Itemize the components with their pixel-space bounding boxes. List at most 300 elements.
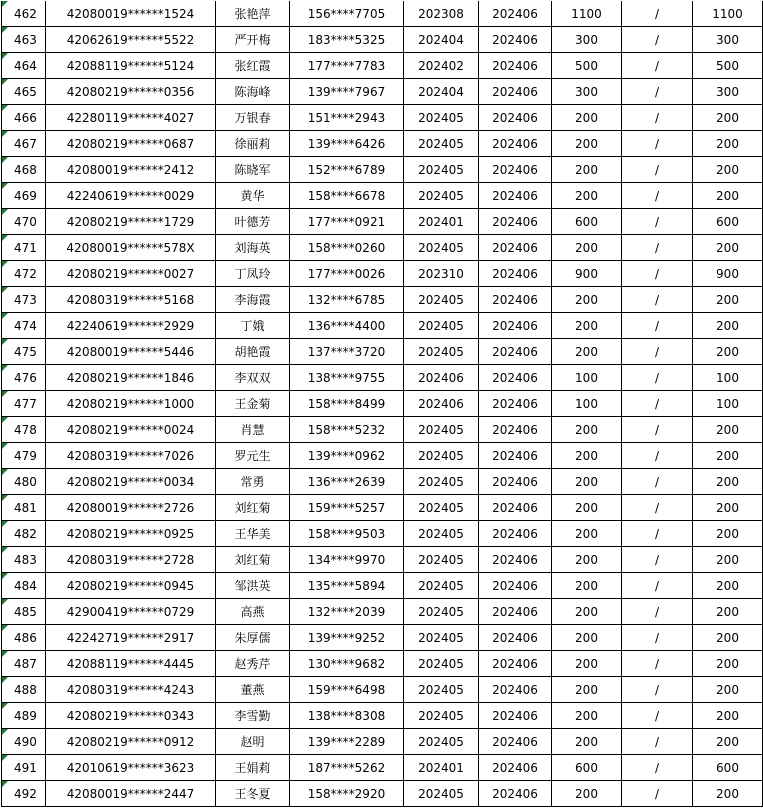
name-cell[interactable]: 肖慧	[216, 417, 290, 443]
error-indicator-icon	[2, 79, 8, 85]
phone-cell[interactable]: 138****8308	[290, 703, 404, 729]
start-month-cell[interactable]: 202404	[404, 79, 479, 105]
row-number-cell[interactable]: 469	[2, 183, 46, 209]
row-number-cell[interactable]: 486	[2, 625, 46, 651]
amount-cell[interactable]: 1100	[552, 1, 622, 27]
name-cell[interactable]: 李海霞	[216, 287, 290, 313]
id-number-cell[interactable]: 42280119******4027	[46, 105, 216, 131]
end-month-cell[interactable]: 202406	[479, 651, 552, 677]
start-month-cell[interactable]: 202405	[404, 235, 479, 261]
phone-cell[interactable]: 151****2943	[290, 105, 404, 131]
amount-cell[interactable]: 200	[552, 443, 622, 469]
id-number-cell[interactable]: 42080319******2728	[46, 547, 216, 573]
id-number-cell[interactable]: 42080219******0024	[46, 417, 216, 443]
name-cell[interactable]: 王冬夏	[216, 781, 290, 807]
total-cell[interactable]: 200	[693, 677, 763, 703]
amount-cell[interactable]: 200	[552, 521, 622, 547]
total-cell[interactable]: 200	[693, 703, 763, 729]
amount-cell[interactable]: 200	[552, 313, 622, 339]
id-number-cell[interactable]: 42080019******5446	[46, 339, 216, 365]
error-indicator-icon	[2, 521, 8, 527]
amount-cell[interactable]: 200	[552, 417, 622, 443]
row-number-cell[interactable]: 491	[2, 755, 46, 781]
end-month-cell[interactable]: 202406	[479, 287, 552, 313]
name-cell[interactable]: 徐丽莉	[216, 131, 290, 157]
table-row	[2, 1, 763, 27]
total-cell[interactable]: 200	[693, 131, 763, 157]
phone-cell[interactable]: 156****7705	[290, 1, 404, 27]
id-number-cell[interactable]: 42080019******2447	[46, 781, 216, 807]
separator-cell[interactable]: /	[622, 625, 693, 651]
end-month-cell[interactable]: 202406	[479, 703, 552, 729]
row-number-cell[interactable]: 466	[2, 105, 46, 131]
separator-cell[interactable]: /	[622, 157, 693, 183]
row-number-cell[interactable]: 472	[2, 261, 46, 287]
name-cell[interactable]: 丁凤玲	[216, 261, 290, 287]
start-month-cell[interactable]: 202405	[404, 625, 479, 651]
start-month-cell[interactable]: 202405	[404, 521, 479, 547]
separator-cell[interactable]: /	[622, 417, 693, 443]
separator-cell[interactable]: /	[622, 313, 693, 339]
total-cell[interactable]: 200	[693, 599, 763, 625]
phone-cell[interactable]: 158****8499	[290, 391, 404, 417]
total-cell[interactable]: 200	[693, 157, 763, 183]
amount-cell[interactable]: 200	[552, 781, 622, 807]
total-cell[interactable]: 600	[693, 209, 763, 235]
name-cell[interactable]: 叶德芳	[216, 209, 290, 235]
amount-cell[interactable]: 100	[552, 365, 622, 391]
separator-cell[interactable]: /	[622, 495, 693, 521]
separator-cell[interactable]: /	[622, 521, 693, 547]
phone-cell[interactable]: 177****0026	[290, 261, 404, 287]
separator-cell[interactable]: /	[622, 27, 693, 53]
total-cell[interactable]: 200	[693, 339, 763, 365]
row-number-cell[interactable]: 467	[2, 131, 46, 157]
amount-cell[interactable]: 500	[552, 53, 622, 79]
separator-cell[interactable]: /	[622, 573, 693, 599]
separator-cell[interactable]: /	[622, 287, 693, 313]
end-month-cell[interactable]: 202406	[479, 443, 552, 469]
end-month-cell[interactable]: 202406	[479, 469, 552, 495]
phone-cell[interactable]: 139****7967	[290, 79, 404, 105]
amount-cell[interactable]: 200	[552, 183, 622, 209]
total-cell[interactable]: 200	[693, 781, 763, 807]
row-number-cell[interactable]: 474	[2, 313, 46, 339]
table-row	[2, 105, 763, 131]
table-body	[2, 1, 763, 807]
name-cell[interactable]: 王娟莉	[216, 755, 290, 781]
end-month-cell[interactable]: 202406	[479, 131, 552, 157]
table-row	[2, 53, 763, 79]
table-row	[2, 703, 763, 729]
error-indicator-icon	[2, 391, 8, 397]
phone-cell[interactable]: 158****6678	[290, 183, 404, 209]
row-number-cell[interactable]: 470	[2, 209, 46, 235]
start-month-cell[interactable]: 202406	[404, 365, 479, 391]
name-cell[interactable]: 李双双	[216, 365, 290, 391]
separator-cell[interactable]: /	[622, 1, 693, 27]
row-number-cell[interactable]: 483	[2, 547, 46, 573]
total-cell[interactable]: 100	[693, 365, 763, 391]
separator-cell[interactable]: /	[622, 339, 693, 365]
row-number-cell[interactable]: 477	[2, 391, 46, 417]
row-number-cell[interactable]: 473	[2, 287, 46, 313]
name-cell[interactable]: 李雪勤	[216, 703, 290, 729]
phone-cell[interactable]: 139****9252	[290, 625, 404, 651]
separator-cell[interactable]: /	[622, 391, 693, 417]
name-cell[interactable]: 陈海峰	[216, 79, 290, 105]
total-cell[interactable]: 200	[693, 573, 763, 599]
row-number-cell[interactable]: 488	[2, 677, 46, 703]
name-cell[interactable]: 严开梅	[216, 27, 290, 53]
phone-cell[interactable]: 136****2639	[290, 469, 404, 495]
id-number-cell[interactable]: 42242719******2917	[46, 625, 216, 651]
start-month-cell[interactable]: 202405	[404, 495, 479, 521]
end-month-cell[interactable]: 202406	[479, 755, 552, 781]
amount-cell[interactable]: 200	[552, 469, 622, 495]
end-month-cell[interactable]: 202406	[479, 313, 552, 339]
row-number-cell[interactable]: 463	[2, 27, 46, 53]
amount-cell[interactable]: 200	[552, 677, 622, 703]
total-cell[interactable]: 200	[693, 105, 763, 131]
error-indicator-icon	[2, 599, 8, 605]
id-number-cell[interactable]: 42240619******0029	[46, 183, 216, 209]
name-cell[interactable]: 陈晓军	[216, 157, 290, 183]
total-cell[interactable]: 200	[693, 469, 763, 495]
start-month-cell[interactable]: 202405	[404, 677, 479, 703]
row-number-cell[interactable]: 481	[2, 495, 46, 521]
end-month-cell[interactable]: 202406	[479, 183, 552, 209]
start-month-cell[interactable]: 202401	[404, 755, 479, 781]
start-month-cell[interactable]: 202405	[404, 547, 479, 573]
name-cell[interactable]: 赵明	[216, 729, 290, 755]
row-number-cell[interactable]: 492	[2, 781, 46, 807]
amount-cell[interactable]: 200	[552, 625, 622, 651]
amount-cell[interactable]: 200	[552, 651, 622, 677]
id-number-cell[interactable]: 42080219******0356	[46, 79, 216, 105]
separator-cell[interactable]: /	[622, 469, 693, 495]
start-month-cell[interactable]: 202405	[404, 443, 479, 469]
total-cell[interactable]: 900	[693, 261, 763, 287]
phone-cell[interactable]: 139****6426	[290, 131, 404, 157]
separator-cell[interactable]: /	[622, 365, 693, 391]
end-month-cell[interactable]: 202406	[479, 547, 552, 573]
phone-cell[interactable]: 152****6789	[290, 157, 404, 183]
name-cell[interactable]: 董燕	[216, 677, 290, 703]
name-cell[interactable]: 刘红菊	[216, 547, 290, 573]
separator-cell[interactable]: /	[622, 677, 693, 703]
row-number-cell[interactable]: 465	[2, 79, 46, 105]
amount-cell[interactable]: 200	[552, 157, 622, 183]
start-month-cell[interactable]: 202405	[404, 781, 479, 807]
separator-cell[interactable]: /	[622, 443, 693, 469]
start-month-cell[interactable]: 202405	[404, 131, 479, 157]
end-month-cell[interactable]: 202406	[479, 573, 552, 599]
start-month-cell[interactable]: 202402	[404, 53, 479, 79]
total-cell[interactable]: 200	[693, 625, 763, 651]
id-number-cell[interactable]: 42080019******2412	[46, 157, 216, 183]
start-month-cell[interactable]: 202405	[404, 105, 479, 131]
phone-cell[interactable]: 132****6785	[290, 287, 404, 313]
end-month-cell[interactable]: 202406	[479, 495, 552, 521]
row-number-cell[interactable]: 476	[2, 365, 46, 391]
start-month-cell[interactable]: 202310	[404, 261, 479, 287]
row-number-cell[interactable]: 490	[2, 729, 46, 755]
end-month-cell[interactable]: 202406	[479, 599, 552, 625]
row-number-cell[interactable]: 479	[2, 443, 46, 469]
start-month-cell[interactable]: 202404	[404, 27, 479, 53]
total-cell[interactable]: 1100	[693, 1, 763, 27]
name-cell[interactable]: 胡艳霞	[216, 339, 290, 365]
separator-cell[interactable]: /	[622, 183, 693, 209]
total-cell[interactable]: 200	[693, 547, 763, 573]
end-month-cell[interactable]: 202406	[479, 105, 552, 131]
row-number-cell[interactable]: 487	[2, 651, 46, 677]
id-number-cell[interactable]: 42080019******2726	[46, 495, 216, 521]
amount-cell[interactable]: 300	[552, 27, 622, 53]
row-number-cell[interactable]: 478	[2, 417, 46, 443]
row-number-cell[interactable]: 464	[2, 53, 46, 79]
end-month-cell[interactable]: 202406	[479, 729, 552, 755]
end-month-cell[interactable]: 202406	[479, 521, 552, 547]
id-number-cell[interactable]: 42062619******5522	[46, 27, 216, 53]
id-number-cell[interactable]: 42088119******4445	[46, 651, 216, 677]
start-month-cell[interactable]: 202406	[404, 391, 479, 417]
end-month-cell[interactable]: 202406	[479, 391, 552, 417]
start-month-cell[interactable]: 202405	[404, 573, 479, 599]
id-number-cell[interactable]: 42900419******0729	[46, 599, 216, 625]
phone-cell[interactable]: 136****4400	[290, 313, 404, 339]
separator-cell[interactable]: /	[622, 599, 693, 625]
id-number-cell[interactable]: 42088119******5124	[46, 53, 216, 79]
phone-cell[interactable]: 158****2920	[290, 781, 404, 807]
separator-cell[interactable]: /	[622, 703, 693, 729]
row-number-cell[interactable]: 462	[2, 1, 46, 27]
error-indicator-icon	[2, 53, 8, 59]
amount-cell[interactable]: 200	[552, 495, 622, 521]
total-cell[interactable]: 200	[693, 729, 763, 755]
start-month-cell[interactable]: 202405	[404, 417, 479, 443]
name-cell[interactable]: 王华美	[216, 521, 290, 547]
phone-cell[interactable]: 137****3720	[290, 339, 404, 365]
end-month-cell[interactable]: 202406	[479, 625, 552, 651]
name-cell[interactable]: 丁娥	[216, 313, 290, 339]
start-month-cell[interactable]: 202401	[404, 209, 479, 235]
amount-cell[interactable]: 100	[552, 391, 622, 417]
total-cell[interactable]: 100	[693, 391, 763, 417]
amount-cell[interactable]: 200	[552, 287, 622, 313]
separator-cell[interactable]: /	[622, 131, 693, 157]
table-row	[2, 599, 763, 625]
name-cell[interactable]: 万银春	[216, 105, 290, 131]
phone-cell[interactable]: 138****9755	[290, 365, 404, 391]
phone-cell[interactable]: 158****0260	[290, 235, 404, 261]
table-row	[2, 417, 763, 443]
table-row	[2, 651, 763, 677]
row-number-cell[interactable]: 484	[2, 573, 46, 599]
separator-cell[interactable]: /	[622, 547, 693, 573]
row-number-cell[interactable]: 485	[2, 599, 46, 625]
phone-cell[interactable]: 183****5325	[290, 27, 404, 53]
name-cell[interactable]: 黄华	[216, 183, 290, 209]
id-number-cell[interactable]: 42080319******4243	[46, 677, 216, 703]
id-number-cell[interactable]: 42010619******3623	[46, 755, 216, 781]
separator-cell[interactable]: /	[622, 209, 693, 235]
separator-cell[interactable]: /	[622, 755, 693, 781]
error-indicator-icon	[2, 365, 8, 371]
start-month-cell[interactable]: 202308	[404, 1, 479, 27]
total-cell[interactable]: 300	[693, 79, 763, 105]
amount-cell[interactable]: 600	[552, 755, 622, 781]
total-cell[interactable]: 500	[693, 53, 763, 79]
end-month-cell[interactable]: 202406	[479, 209, 552, 235]
amount-cell[interactable]: 200	[552, 339, 622, 365]
row-number-cell[interactable]: 480	[2, 469, 46, 495]
end-month-cell[interactable]: 202406	[479, 339, 552, 365]
row-number-cell[interactable]: 482	[2, 521, 46, 547]
amount-cell[interactable]: 200	[552, 235, 622, 261]
end-month-cell[interactable]: 202406	[479, 235, 552, 261]
start-month-cell[interactable]: 202405	[404, 703, 479, 729]
table-row	[2, 339, 763, 365]
id-number-cell[interactable]: 42080319******5168	[46, 287, 216, 313]
separator-cell[interactable]: /	[622, 79, 693, 105]
separator-cell[interactable]: /	[622, 105, 693, 131]
id-number-cell[interactable]: 42080219******0912	[46, 729, 216, 755]
amount-cell[interactable]: 200	[552, 573, 622, 599]
row-number-cell[interactable]: 475	[2, 339, 46, 365]
phone-cell[interactable]: 135****5894	[290, 573, 404, 599]
error-indicator-icon	[2, 677, 8, 683]
id-number-cell[interactable]: 42080219******0034	[46, 469, 216, 495]
amount-cell[interactable]: 200	[552, 599, 622, 625]
total-cell[interactable]: 200	[693, 521, 763, 547]
separator-cell[interactable]: /	[622, 781, 693, 807]
name-cell[interactable]: 赵秀芹	[216, 651, 290, 677]
total-cell[interactable]: 200	[693, 443, 763, 469]
id-number-cell[interactable]: 42080219******0687	[46, 131, 216, 157]
phone-cell[interactable]: 159****5257	[290, 495, 404, 521]
start-month-cell[interactable]: 202405	[404, 157, 479, 183]
start-month-cell[interactable]: 202405	[404, 339, 479, 365]
start-month-cell[interactable]: 202405	[404, 469, 479, 495]
separator-cell[interactable]: /	[622, 235, 693, 261]
total-cell[interactable]: 200	[693, 495, 763, 521]
separator-cell[interactable]: /	[622, 53, 693, 79]
name-cell[interactable]: 张艳萍	[216, 1, 290, 27]
phone-cell[interactable]: 134****9970	[290, 547, 404, 573]
id-number-cell[interactable]: 42240619******2929	[46, 313, 216, 339]
end-month-cell[interactable]: 202406	[479, 53, 552, 79]
row-number-cell[interactable]: 468	[2, 157, 46, 183]
id-number-cell[interactable]: 42080219******1000	[46, 391, 216, 417]
total-cell[interactable]: 200	[693, 183, 763, 209]
name-cell[interactable]: 王金菊	[216, 391, 290, 417]
amount-cell[interactable]: 900	[552, 261, 622, 287]
amount-cell[interactable]: 200	[552, 547, 622, 573]
id-number-cell[interactable]: 42080019******1524	[46, 1, 216, 27]
row-number-cell[interactable]: 489	[2, 703, 46, 729]
start-month-cell[interactable]: 202405	[404, 313, 479, 339]
amount-cell[interactable]: 300	[552, 79, 622, 105]
end-month-cell[interactable]: 202406	[479, 1, 552, 27]
total-cell[interactable]: 600	[693, 755, 763, 781]
name-cell[interactable]: 张红霞	[216, 53, 290, 79]
end-month-cell[interactable]: 202406	[479, 677, 552, 703]
end-month-cell[interactable]: 202406	[479, 781, 552, 807]
phone-cell[interactable]: 177****7783	[290, 53, 404, 79]
phone-cell[interactable]: 132****2039	[290, 599, 404, 625]
end-month-cell[interactable]: 202406	[479, 79, 552, 105]
amount-cell[interactable]: 600	[552, 209, 622, 235]
start-month-cell[interactable]: 202405	[404, 729, 479, 755]
name-cell[interactable]: 邹洪英	[216, 573, 290, 599]
separator-cell[interactable]: /	[622, 729, 693, 755]
name-cell[interactable]: 刘海英	[216, 235, 290, 261]
name-cell[interactable]: 刘红菊	[216, 495, 290, 521]
end-month-cell[interactable]: 202406	[479, 157, 552, 183]
phone-cell[interactable]: 158****5232	[290, 417, 404, 443]
error-indicator-icon	[2, 573, 8, 579]
id-number-cell[interactable]: 42080219******1729	[46, 209, 216, 235]
end-month-cell[interactable]: 202406	[479, 417, 552, 443]
start-month-cell[interactable]: 202405	[404, 287, 479, 313]
amount-cell[interactable]: 200	[552, 729, 622, 755]
total-cell[interactable]: 200	[693, 651, 763, 677]
error-indicator-icon	[2, 261, 8, 267]
row-number-cell[interactable]: 471	[2, 235, 46, 261]
total-cell[interactable]: 200	[693, 287, 763, 313]
name-cell[interactable]: 罗元生	[216, 443, 290, 469]
start-month-cell[interactable]: 202405	[404, 183, 479, 209]
id-number-cell[interactable]: 42080219******0027	[46, 261, 216, 287]
total-cell[interactable]: 300	[693, 27, 763, 53]
table-row	[2, 469, 763, 495]
amount-cell[interactable]: 200	[552, 105, 622, 131]
end-month-cell[interactable]: 202406	[479, 27, 552, 53]
name-cell[interactable]: 朱厚儒	[216, 625, 290, 651]
id-number-cell[interactable]: 42080319******7026	[46, 443, 216, 469]
id-number-cell[interactable]: 42080019******578X	[46, 235, 216, 261]
id-number-cell[interactable]: 42080219******0343	[46, 703, 216, 729]
end-month-cell[interactable]: 202406	[479, 365, 552, 391]
end-month-cell[interactable]: 202406	[479, 261, 552, 287]
phone-cell[interactable]: 139****2289	[290, 729, 404, 755]
name-cell[interactable]: 常勇	[216, 469, 290, 495]
amount-cell[interactable]: 200	[552, 131, 622, 157]
table-row	[2, 79, 763, 105]
amount-cell[interactable]: 200	[552, 703, 622, 729]
id-number-cell[interactable]: 42080219******0925	[46, 521, 216, 547]
phone-cell[interactable]: 159****6498	[290, 677, 404, 703]
phone-cell[interactable]: 177****0921	[290, 209, 404, 235]
phone-cell[interactable]: 158****9503	[290, 521, 404, 547]
total-cell[interactable]: 200	[693, 313, 763, 339]
total-cell[interactable]: 200	[693, 235, 763, 261]
id-number-cell[interactable]: 42080219******1846	[46, 365, 216, 391]
total-cell[interactable]: 200	[693, 417, 763, 443]
separator-cell[interactable]: /	[622, 261, 693, 287]
table-row	[2, 157, 763, 183]
name-cell[interactable]: 高燕	[216, 599, 290, 625]
start-month-cell[interactable]: 202405	[404, 599, 479, 625]
id-number-cell[interactable]: 42080219******0945	[46, 573, 216, 599]
phone-cell[interactable]: 139****0962	[290, 443, 404, 469]
separator-cell[interactable]: /	[622, 651, 693, 677]
phone-cell[interactable]: 187****5262	[290, 755, 404, 781]
start-month-cell[interactable]: 202405	[404, 651, 479, 677]
phone-cell[interactable]: 130****9682	[290, 651, 404, 677]
